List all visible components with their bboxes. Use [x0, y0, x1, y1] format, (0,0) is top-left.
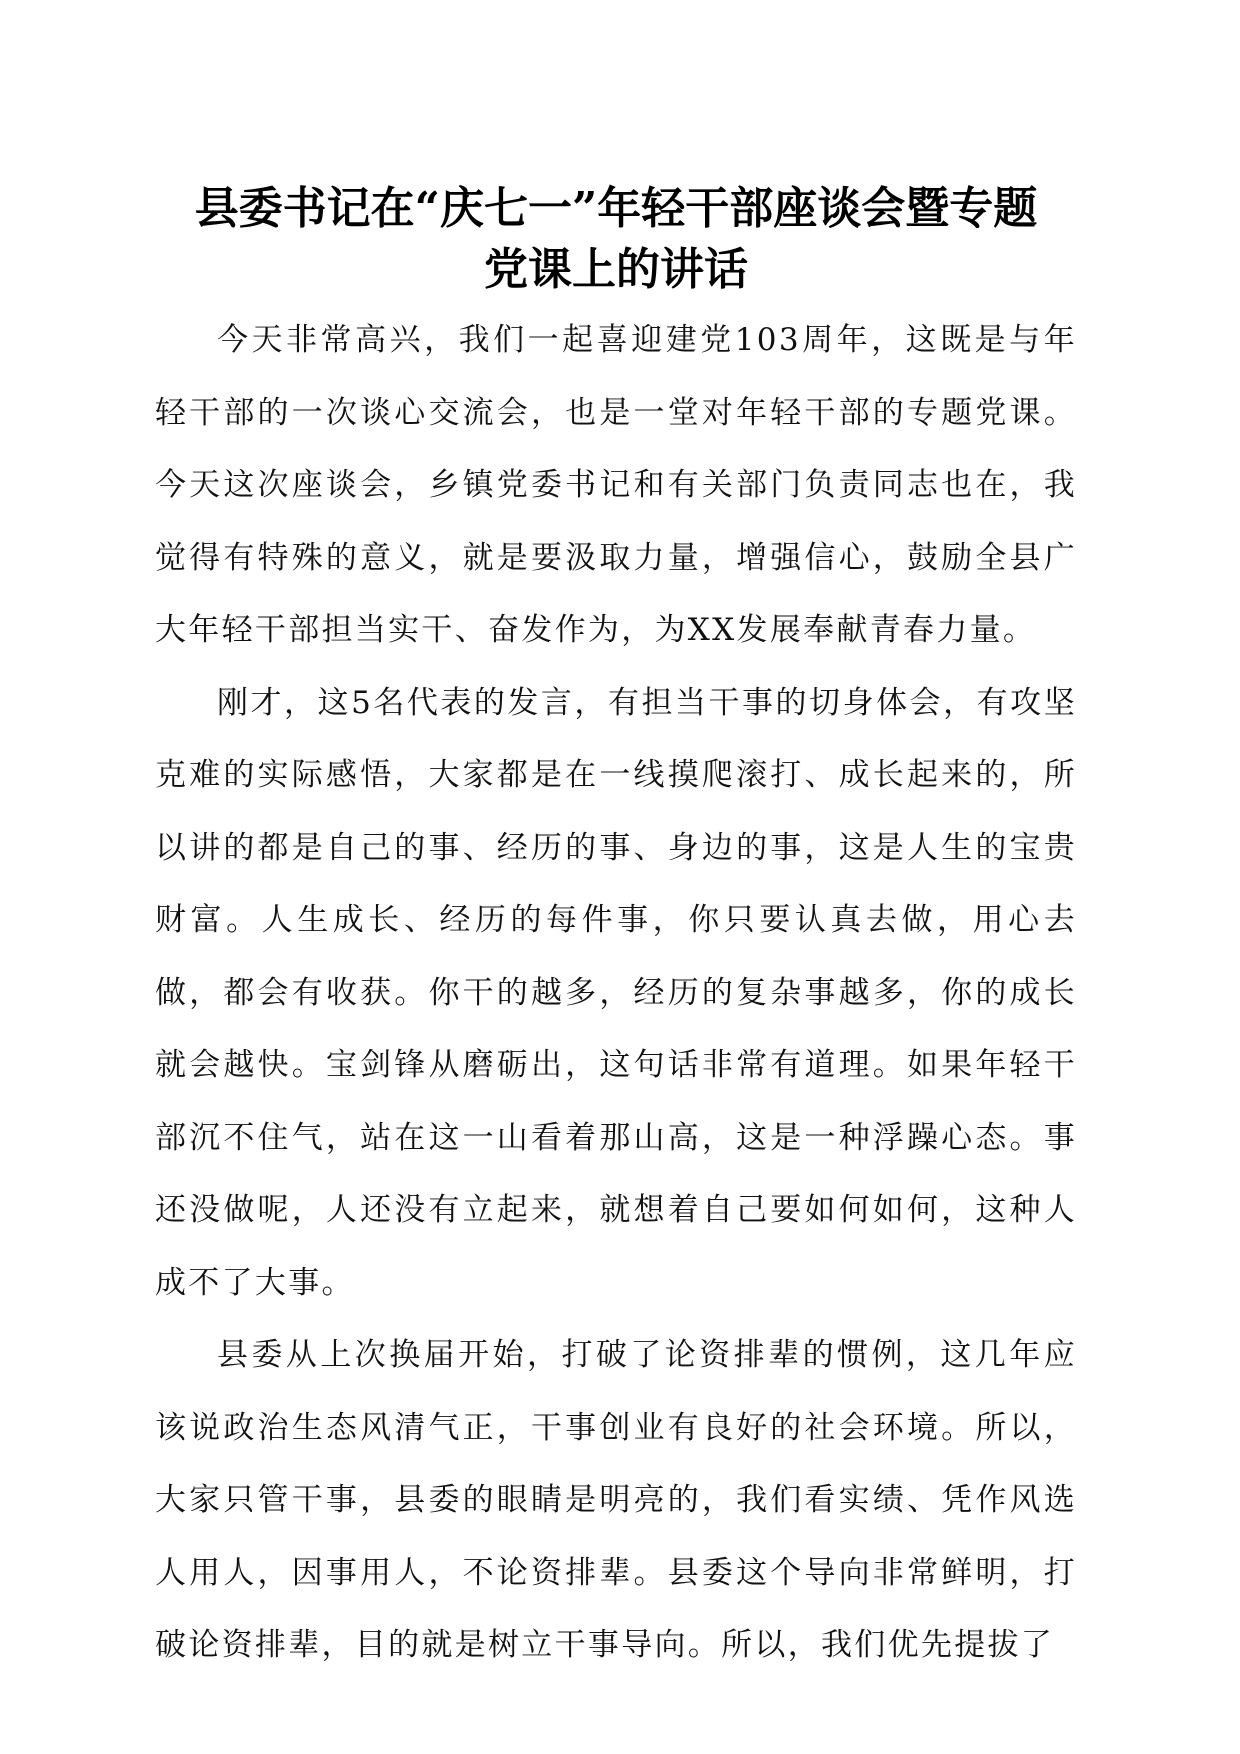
paragraph-1: 今天非常高兴，我们一起喜迎建党103周年，这既是与年轻干部的一次谈心交流会，也是一堂对年轻干部的专题党课。今天这次座谈会，乡镇党委书记和有关部门负责同志也在，我觉得有特殊的意义，就是要汲取力量，增强信心，鼓励全县广大年轻干部担当实干、奋发作为，为XX发展奉献青春力量。	[155, 322, 1077, 648]
document-body	[155, 178, 1077, 1682]
paragraph-2: 刚才，这5名代表的发言，有担当干事的切身体会，有攻坚克难的实际感悟，大家都是在一线摸爬滚打、成长起来的，所以讲的都是自己的事、经历的事、身边的事，这是人生的宝贵财富。人生成长、经历的每件事，你只要认真去做，用心去做，都会有收获。你干的越多，经历的复杂事越多，你的成长就会越快。宝剑锋从磨砺出，这句话非常有道理。如果年轻干部沉不住气，站在这一山看着那山高，这是一种浮躁心态。事还没做呢，人还没有立起来，就想着自己要如何如何，这种人成不了大事。	[155, 684, 1077, 1301]
paragraph-3: 县委从上次换届开始，打破了论资排辈的惯例，这几年应该说政治生态风清气正，干事创业有良好的社会环境。所以，大家只管干事，县委的眼睛是明亮的，我们看实绩、凭作风选人用人，因事用人，不论资排辈。县委这个导向非常鲜明，打破论资排辈，目的就是树立干事导向。所以，我们优先提拔了	[155, 1337, 1077, 1663]
document-title	[155, 178, 1077, 300]
title-line-1: 县委书记在“庆七一”年轻干部座谈会暨专题	[194, 183, 1038, 234]
title-line-2: 党课上的讲话	[484, 244, 748, 295]
